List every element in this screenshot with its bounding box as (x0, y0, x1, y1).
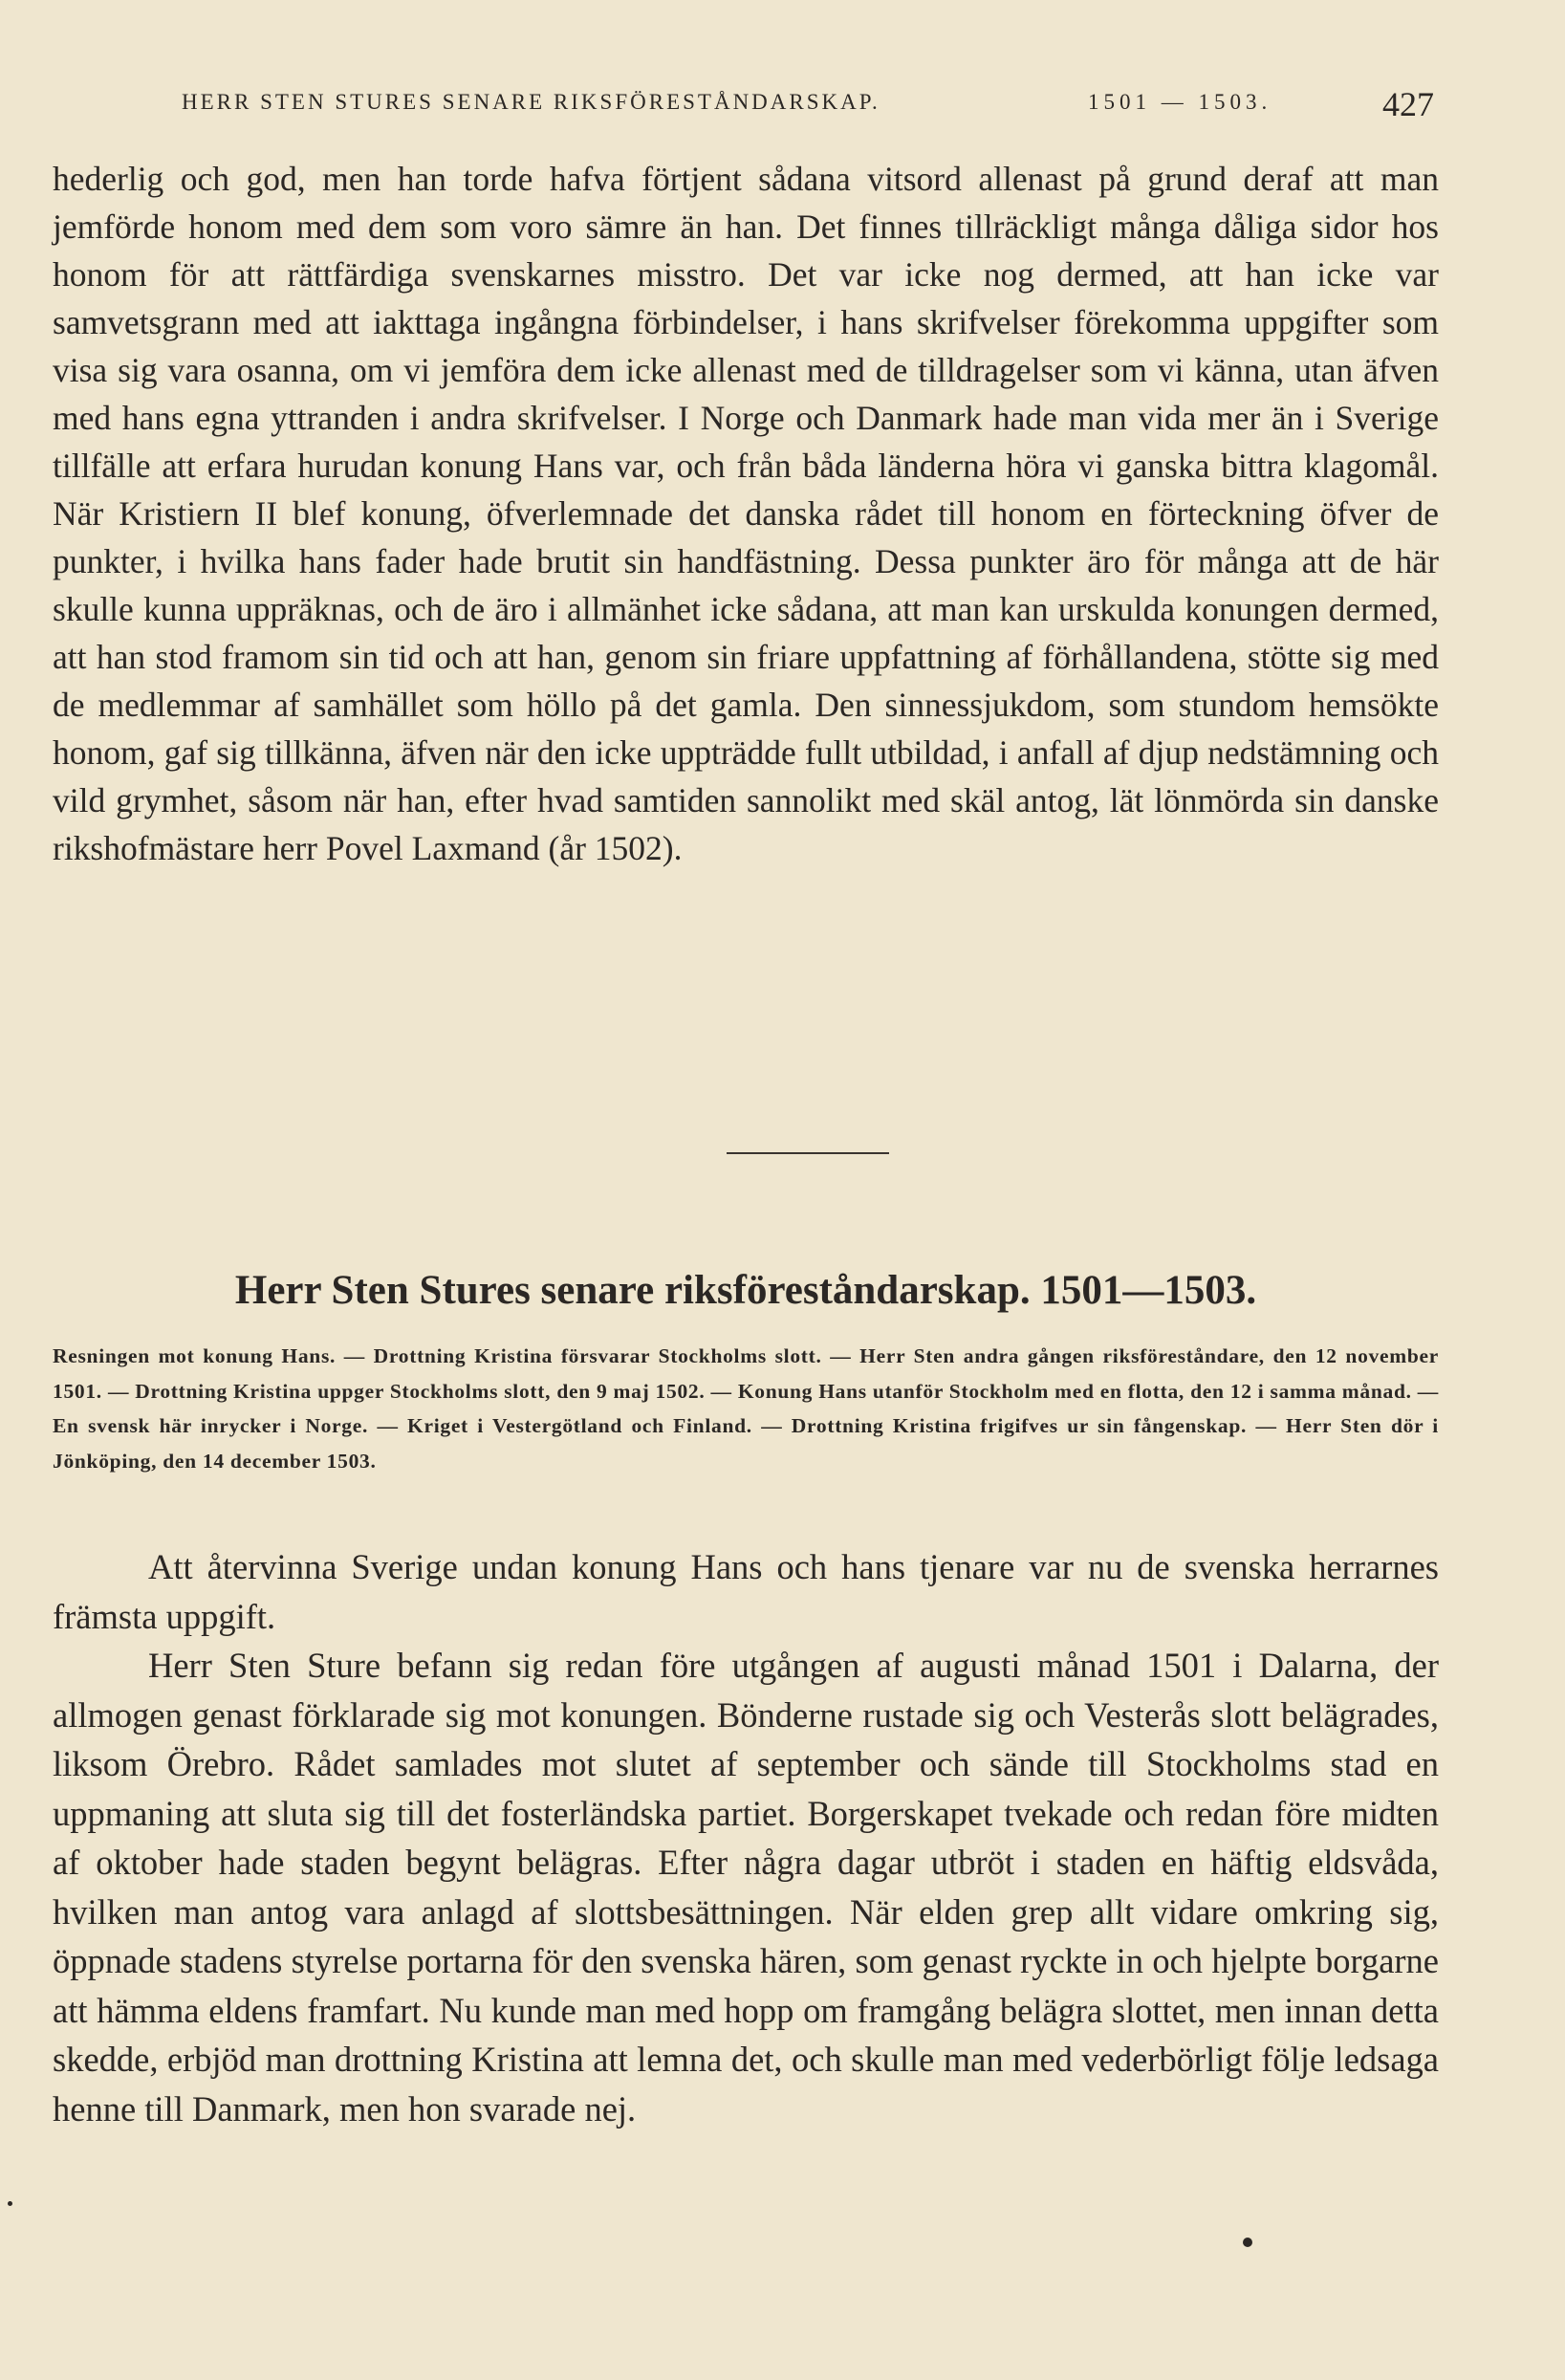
chapter-summary: Resningen mot konung Hans. — Drottning Kristina försvarar Stockholms slott. — Herr Sten andra gången riksföreståndare, den 12 november 1501. — Drottning Kristina uppger Stockholms slott, den 9 maj 1502. — Konung Hans utanför Stockholm med en flotta, den 12 i samma månad. — En svensk här inrycker i Norge. — Kriget i Vestergötland och Finland. — Drottning Kristina frigifves ur sin fångenskap. — Herr Sten dör i Jönköping, den 14 december 1503. (53, 1344, 1439, 1473)
chapter-body (53, 1542, 1439, 2133)
running-title: HERR STEN STURES SENARE RIKSFÖRESTÅNDARSKAP. (182, 90, 880, 114)
running-years: 1501 — 1503. (1088, 90, 1272, 114)
ink-speck (1243, 2238, 1252, 2247)
paragraph-text: Att återvinna Sverige undan konung Hans och hans tjenare var nu de svenska herrarnes främsta uppgift. (53, 1547, 1439, 1636)
paragraph-text: Herr Sten Sture befann sig redan före utgången af augusti månad 1501 i Dalarna, der allmogen genast förklarade sig mot konungen. Bönderne rustade sig och Vesterås slott belägrades, liksom Örebro. Rådet samlades mot slutet af september och sände till Stockholms stad en uppmaning att sluta sig till det fosterländska partiet. Borgerskapet tvekade och redan före midten af oktober hade staden begynt belägras. Efter några dagar utbröt i staden en häftig eldsvåda, hvilken man antog vara anlagd af slottsbesättningen. När elden grep allt vidare omkring sig, öppnade stadens styrelse portarna för den svenska hären, som genast ryckte in och hjelpte borgarne att hämma eldens framfart. Nu kunde man med hopp om framgång belägra slottet, men innan detta skedde, erbjöd man drottning Kristina att lemna det, och skulle man med vederbörligt följe ledsaga henne till Danmark, men hon svarade nej. (53, 1646, 1439, 2129)
section-title: Herr Sten Stures senare riksföreståndarskap. 1501—1503. (234, 1268, 1257, 1313)
paragraph-continued (53, 155, 1439, 872)
running-header (182, 84, 1434, 126)
paragraph-text: hederlig och god, men han torde hafva förtjent sådana vitsord allenast på grund deraf att man jemförde honom med dem som voro sämre än han. Det finnes tillräckligt många dåliga sidor hos honom för att rättfärdiga svenskarnes misstro. Det var icke nog dermed, att han icke var samvetsgrann med att iakttaga ingångna förbindelser, i hans skrifvelser förekomma uppgifter som visa sig vara osanna, om vi jemföra dem icke allenast med de tilldragelser som vi känna, utan äfven med hans egna yttranden i andra skrifvelser. I Norge och Danmark hade man vida mer än i Sverige tillfälle att erfara hurudan konung Hans var, och från båda länderna höra vi ganska bittra klagomål. När Kristiern II blef konung, öfverlemnade det danska rådet till honom en förteckning öfver de punkter, i hvilka hans fader hade brutit sin handfästning. Dessa punkter äro för många att de här skulle kunna uppräknas, och de äro i allmänhet icke sådana, att man kan urskulda konungen dermed, att han stod framom sin tid och att han, genom sin friare uppfattning af förhållandena, stötte sig med de medlemmar af samhället som höllo på det gamla. Den sinnessjukdom, som stundom hemsökte honom, gaf sig tillkänna, äfven när den icke uppträdde fullt utbildad, i anfall af djup nedstämning och vild grymhet, såsom när han, efter hvad samtiden sannolikt med skäl antog, lät lönmörda sin danske rikshofmästare herr Povel Laxmand (år 1502). (53, 160, 1439, 867)
page-number: 427 (1382, 85, 1434, 123)
section-divider (727, 1152, 889, 1154)
ink-speck (8, 2201, 12, 2206)
